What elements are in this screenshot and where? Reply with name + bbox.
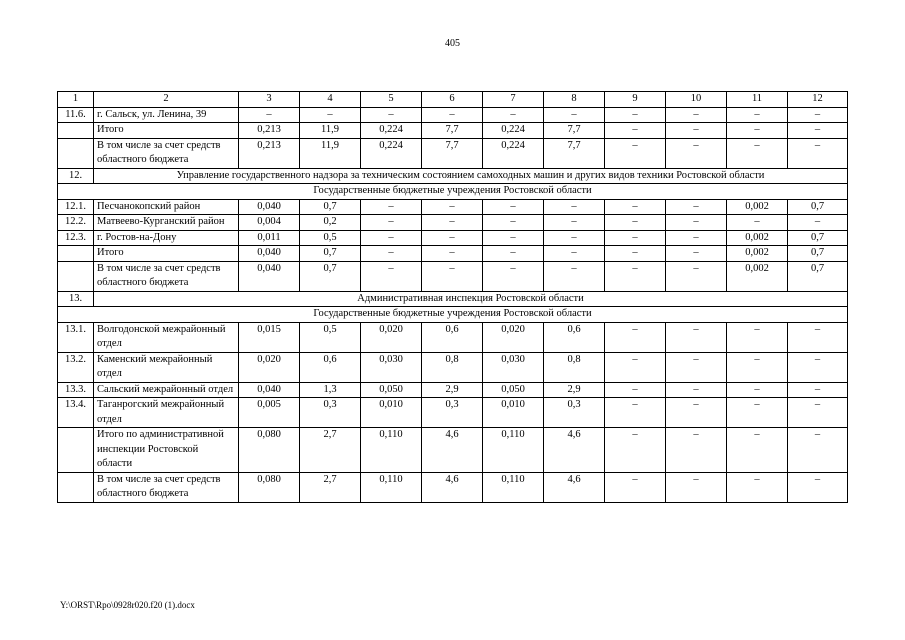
value-cell: 0,040 [239, 261, 300, 291]
value-cell: 0,020 [483, 322, 544, 352]
value-cell: – [788, 215, 848, 231]
row-number-cell [58, 123, 94, 139]
section-row [58, 291, 848, 307]
value-cell: – [605, 215, 666, 231]
value-cell: 2,9 [544, 382, 605, 398]
value-cell: 0,6 [544, 322, 605, 352]
row-name-cell: Каменский межрайонный отдел [94, 352, 239, 382]
value-cell: – [422, 215, 483, 231]
row-name-cell: г. Сальск, ул. Ленина, 39 [94, 107, 239, 123]
column-number-cell: 6 [422, 92, 483, 108]
value-cell: 0,010 [361, 398, 422, 428]
value-cell: – [666, 382, 727, 398]
subsection-row [58, 307, 848, 323]
value-cell: – [666, 138, 727, 168]
value-cell: 0,7 [788, 199, 848, 215]
row-name-cell: г. Ростов-на-Дону [94, 230, 239, 246]
value-cell: – [483, 199, 544, 215]
value-cell: 1,3 [300, 382, 361, 398]
value-cell: – [666, 246, 727, 262]
section-title-cell: Административная инспекция Ростовской области [94, 291, 848, 307]
row-name-cell: Матвеево-Курганский район [94, 215, 239, 231]
value-cell: 0,5 [300, 230, 361, 246]
value-cell: 0,050 [483, 382, 544, 398]
column-number-cell: 4 [300, 92, 361, 108]
value-cell: – [544, 230, 605, 246]
table-row [58, 199, 848, 215]
value-cell: – [788, 382, 848, 398]
column-number-cell: 2 [94, 92, 239, 108]
value-cell: 0,224 [483, 123, 544, 139]
value-cell: 0,3 [422, 398, 483, 428]
value-cell: 0,002 [727, 230, 788, 246]
row-name-cell: Итого [94, 246, 239, 262]
value-cell: – [605, 472, 666, 502]
value-cell: 0,020 [239, 352, 300, 382]
column-number-cell: 11 [727, 92, 788, 108]
column-number-cell: 7 [483, 92, 544, 108]
row-name-cell: Итого [94, 123, 239, 139]
value-cell: 0,213 [239, 123, 300, 139]
page-number: 405 [445, 38, 460, 49]
value-cell: – [605, 199, 666, 215]
value-cell: 0,004 [239, 215, 300, 231]
value-cell: – [788, 138, 848, 168]
value-cell: – [361, 107, 422, 123]
value-cell: – [727, 107, 788, 123]
value-cell: 0,080 [239, 428, 300, 473]
row-number-cell [58, 428, 94, 473]
row-number-cell [58, 138, 94, 168]
value-cell: 0,010 [483, 398, 544, 428]
value-cell: – [422, 261, 483, 291]
value-cell: – [605, 398, 666, 428]
value-cell: – [666, 123, 727, 139]
value-cell: 0,030 [361, 352, 422, 382]
value-cell: – [483, 261, 544, 291]
table-row [58, 107, 848, 123]
value-cell: 0,040 [239, 382, 300, 398]
value-cell: – [666, 215, 727, 231]
value-cell: – [727, 215, 788, 231]
value-cell: – [239, 107, 300, 123]
value-cell: 0,6 [422, 322, 483, 352]
row-number-cell: 12.1. [58, 199, 94, 215]
table-row [58, 246, 848, 262]
value-cell: – [544, 107, 605, 123]
value-cell: 2,7 [300, 428, 361, 473]
row-number-cell [58, 261, 94, 291]
value-cell: – [605, 382, 666, 398]
value-cell: 0,110 [483, 472, 544, 502]
table-row [58, 428, 848, 473]
section-number-cell: 13. [58, 291, 94, 307]
value-cell: – [544, 246, 605, 262]
table-row [58, 398, 848, 428]
section-row [58, 168, 848, 184]
table-row [58, 138, 848, 168]
value-cell: – [483, 246, 544, 262]
subsection-row [58, 184, 848, 200]
value-cell: 0,110 [361, 428, 422, 473]
value-cell: 0,7 [300, 199, 361, 215]
value-cell: 4,6 [422, 428, 483, 473]
row-name-cell: Песчанокопский район [94, 199, 239, 215]
row-number-cell: 11.6. [58, 107, 94, 123]
value-cell: – [666, 352, 727, 382]
value-cell: 0,005 [239, 398, 300, 428]
value-cell: 0,7 [788, 246, 848, 262]
value-cell: – [605, 230, 666, 246]
table-row [58, 382, 848, 398]
value-cell: 0,6 [300, 352, 361, 382]
value-cell: 0,7 [300, 246, 361, 262]
value-cell: 0,015 [239, 322, 300, 352]
value-cell: – [605, 107, 666, 123]
value-cell: – [727, 322, 788, 352]
value-cell: – [605, 261, 666, 291]
value-cell: – [727, 428, 788, 473]
value-cell: 0,040 [239, 246, 300, 262]
table-row [58, 322, 848, 352]
value-cell: – [483, 107, 544, 123]
value-cell: – [300, 107, 361, 123]
row-number-cell [58, 472, 94, 502]
value-cell: 4,6 [544, 472, 605, 502]
value-cell: – [788, 398, 848, 428]
column-number-cell: 8 [544, 92, 605, 108]
value-cell: – [422, 230, 483, 246]
column-number-cell: 12 [788, 92, 848, 108]
value-cell: – [788, 123, 848, 139]
column-number-row [58, 92, 848, 108]
value-cell: 0,8 [422, 352, 483, 382]
value-cell: 0,213 [239, 138, 300, 168]
value-cell: 0,7 [788, 230, 848, 246]
value-cell: – [666, 261, 727, 291]
value-cell: 0,002 [727, 261, 788, 291]
value-cell: – [605, 428, 666, 473]
value-cell: – [788, 472, 848, 502]
value-cell: 4,6 [544, 428, 605, 473]
value-cell: 0,3 [300, 398, 361, 428]
row-name-cell: В том числе за счет средств областного бюджета [94, 261, 239, 291]
row-name-cell: В том числе за счет средств областного бюджета [94, 138, 239, 168]
value-cell: 0,7 [300, 261, 361, 291]
row-number-cell: 12.2. [58, 215, 94, 231]
value-cell: 0,080 [239, 472, 300, 502]
value-cell: – [605, 352, 666, 382]
value-cell: – [483, 215, 544, 231]
value-cell: – [361, 215, 422, 231]
value-cell: – [605, 246, 666, 262]
value-cell: – [666, 428, 727, 473]
section-number-cell: 12. [58, 168, 94, 184]
row-number-cell: 13.3. [58, 382, 94, 398]
table-row [58, 230, 848, 246]
row-name-cell: Волгодонской межрайонный отдел [94, 322, 239, 352]
value-cell: – [422, 107, 483, 123]
row-name-cell: Итого по административной инспекции Ростовской области [94, 428, 239, 473]
value-cell: 0,002 [727, 199, 788, 215]
value-cell: – [788, 107, 848, 123]
value-cell: 0,7 [788, 261, 848, 291]
value-cell: – [666, 107, 727, 123]
value-cell: – [788, 428, 848, 473]
value-cell: 0,224 [483, 138, 544, 168]
value-cell: – [666, 472, 727, 502]
value-cell: 11,9 [300, 123, 361, 139]
value-cell: – [361, 230, 422, 246]
value-cell: – [605, 123, 666, 139]
row-number-cell [58, 246, 94, 262]
row-name-cell: В том числе за счет средств областного бюджета [94, 472, 239, 502]
table-row [58, 352, 848, 382]
value-cell: – [727, 472, 788, 502]
column-number-cell: 1 [58, 92, 94, 108]
budget-table [57, 91, 848, 503]
value-cell: – [544, 215, 605, 231]
value-cell: – [727, 138, 788, 168]
value-cell: – [666, 199, 727, 215]
value-cell: 0,020 [361, 322, 422, 352]
value-cell: 7,7 [422, 138, 483, 168]
value-cell: 0,224 [361, 123, 422, 139]
value-cell: – [422, 199, 483, 215]
value-cell: – [727, 123, 788, 139]
column-number-cell: 9 [605, 92, 666, 108]
row-number-cell: 13.2. [58, 352, 94, 382]
column-number-cell: 10 [666, 92, 727, 108]
value-cell: 0,110 [361, 472, 422, 502]
table-row [58, 261, 848, 291]
value-cell: 0,5 [300, 322, 361, 352]
value-cell: – [727, 398, 788, 428]
value-cell: 0,8 [544, 352, 605, 382]
value-cell: – [666, 398, 727, 428]
table-row [58, 123, 848, 139]
value-cell: 2,7 [300, 472, 361, 502]
value-cell: – [483, 230, 544, 246]
file-path-footer: Y:\ORST\Rpo\0928r020.f20 (1).docx [60, 600, 195, 610]
value-cell: 0,030 [483, 352, 544, 382]
row-name-cell: Таганрогский межрайонный отдел [94, 398, 239, 428]
value-cell: 4,6 [422, 472, 483, 502]
value-cell: – [544, 199, 605, 215]
value-cell: 0,040 [239, 199, 300, 215]
value-cell: – [605, 322, 666, 352]
table-row [58, 215, 848, 231]
value-cell: 7,7 [544, 138, 605, 168]
value-cell: 0,224 [361, 138, 422, 168]
value-cell: – [727, 382, 788, 398]
value-cell: 0,110 [483, 428, 544, 473]
column-number-cell: 5 [361, 92, 422, 108]
subsection-title-cell: Государственные бюджетные учреждения Ростовской области [58, 184, 848, 200]
value-cell: 0,2 [300, 215, 361, 231]
value-cell: – [666, 322, 727, 352]
row-number-cell: 13.1. [58, 322, 94, 352]
value-cell: – [788, 352, 848, 382]
subsection-title-cell: Государственные бюджетные учреждения Ростовской области [58, 307, 848, 323]
column-number-cell: 3 [239, 92, 300, 108]
table-row [58, 472, 848, 502]
value-cell: – [361, 199, 422, 215]
value-cell: – [422, 246, 483, 262]
value-cell: – [727, 352, 788, 382]
row-number-cell: 13.4. [58, 398, 94, 428]
value-cell: – [788, 322, 848, 352]
section-title-cell: Управление государственного надзора за техническим состоянием самоходных машин и других видов техники Ростовской области [94, 168, 848, 184]
value-cell: 11,9 [300, 138, 361, 168]
value-cell: – [361, 261, 422, 291]
value-cell: 0,050 [361, 382, 422, 398]
value-cell: 0,002 [727, 246, 788, 262]
value-cell: – [361, 246, 422, 262]
value-cell: – [544, 261, 605, 291]
value-cell: 7,7 [422, 123, 483, 139]
value-cell: 7,7 [544, 123, 605, 139]
value-cell: – [666, 230, 727, 246]
value-cell: 0,011 [239, 230, 300, 246]
value-cell: 0,3 [544, 398, 605, 428]
value-cell: – [605, 138, 666, 168]
row-name-cell: Сальский межрайонный отдел [94, 382, 239, 398]
value-cell: 2,9 [422, 382, 483, 398]
row-number-cell: 12.3. [58, 230, 94, 246]
